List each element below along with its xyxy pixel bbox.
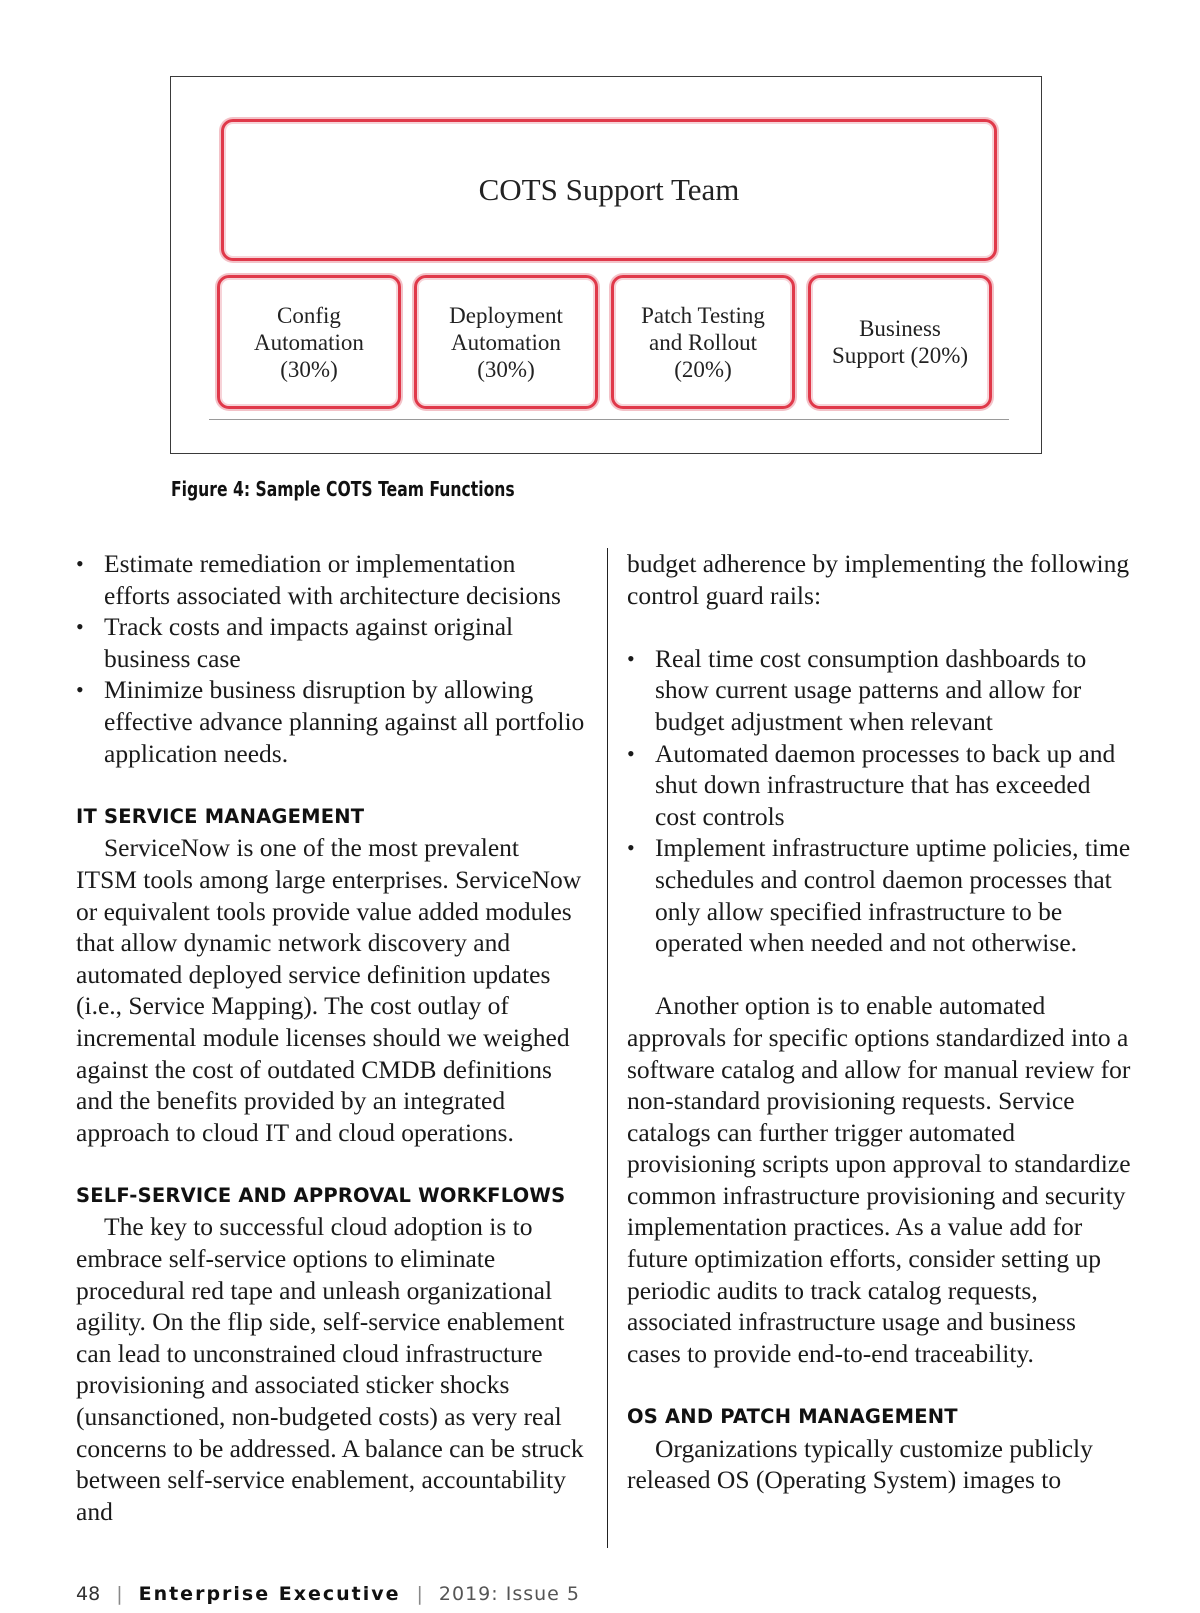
paragraph: The key to successful cloud adoption is to embrace self-service options to eliminate procedural red tape and unleash organizational agility. On the flip side, self-service enablement can lead to unconstrained cloud infrastructure provisioning and associated sticker shocks (unsanctioned, non-budgeted costs) as very real concerns to be addressed. A balance can be struck between self-service enablement, accountability and [76, 1212, 584, 1526]
box-label-line: Patch Testing [641, 302, 765, 328]
right-column [627, 548, 1132, 1496]
list-item: • Real time cost consumption dashboards to show current usage patterns and allow for budget adjustment when relevant [627, 643, 1132, 738]
list-item: • Automated daemon processes to back up and shut down infrastructure that has exceeded cost controls [627, 738, 1132, 833]
figure-baseline-divider [209, 419, 1009, 420]
footer-separator: | [416, 1583, 423, 1605]
box-label-line: and Rollout [649, 329, 757, 355]
paragraph: Another option is to enable automated approvals for specific options standardized into a software catalog and allow for manual review for non-standard provisioning requests. Service catalogs can further trigger automated provisioning scripts upon approval to standardize common infrastructure provisioning and security implementation practices. As a value add for future optimization efforts, consider setting up periodic audits to track catalog requests, associated infrastructure usage and business cases to provide end-to-end traceability. [627, 991, 1131, 1368]
right-bullet-list [627, 643, 1132, 959]
issue-label: 2019: Issue 5 [438, 1583, 580, 1605]
patch-testing-box [611, 275, 795, 409]
box-label-line: Automation [451, 329, 561, 355]
paragraph: budget adherence by implementing the following control guard rails: [627, 549, 1130, 610]
box-label-line: Business [859, 316, 941, 341]
box-label-line: (30%) [280, 356, 338, 382]
section-heading-self-service: SELF-SERVICE AND APPROVAL WORKFLOWS [76, 1183, 566, 1207]
box-label-line: (20%) [674, 356, 732, 382]
figure-4-diagram [170, 76, 1042, 454]
page-number: 48 [76, 1583, 101, 1605]
box-label-line: Config [277, 302, 341, 328]
left-column [76, 548, 586, 1527]
list-item: • Track costs and impacts against original business case [76, 611, 586, 674]
deployment-automation-box [414, 275, 598, 409]
footer-separator: | [116, 1583, 123, 1605]
paragraph: ServiceNow is one of the most prevalent ITSM tools among large enterprises. ServiceNow or equivalent tools provide value added modules that allow dynamic network discovery and automated deployed service definition updates (i.e., Service Mapping). The cost outlay of incremental module licenses should we weighed against the cost of outdated CMDB definitions and the benefits provided by an integrated approach to cloud IT and cloud operations. [76, 833, 582, 1147]
cots-support-team-label: COTS Support Team [478, 172, 740, 207]
list-item: • Estimate remediation or implementation efforts associated with architecture decisions [76, 548, 586, 611]
section-heading-os-patch-management: OS AND PATCH MANAGEMENT [627, 1405, 958, 1429]
box-label-line: Support (20%) [831, 343, 969, 368]
business-support-box [808, 275, 992, 409]
cots-support-team-box [221, 119, 997, 261]
box-label-line: Deployment [449, 302, 563, 328]
left-bullet-list [76, 548, 586, 769]
box-label-line: Automation [254, 329, 364, 355]
column-divider [607, 548, 608, 1548]
paragraph: Organizations typically customize publicly released OS (Operating System) images to [627, 1433, 1093, 1495]
section-heading-it-service-management: IT SERVICE MANAGEMENT [76, 804, 365, 828]
list-item: • Minimize business disruption by allowing effective advance planning against all portfolio application needs. [76, 674, 586, 769]
config-automation-box [217, 275, 401, 409]
publication-name: Enterprise Executive [138, 1583, 401, 1605]
box-label-line: (30%) [477, 356, 535, 382]
figure-caption: Figure 4: Sample COTS Team Functions [171, 477, 515, 501]
page-footer [76, 1583, 580, 1605]
list-item: • Implement infrastructure uptime policies, time schedules and control daemon processes that only allow specified infrastructure to be operated when needed and not otherwise. [627, 832, 1132, 958]
